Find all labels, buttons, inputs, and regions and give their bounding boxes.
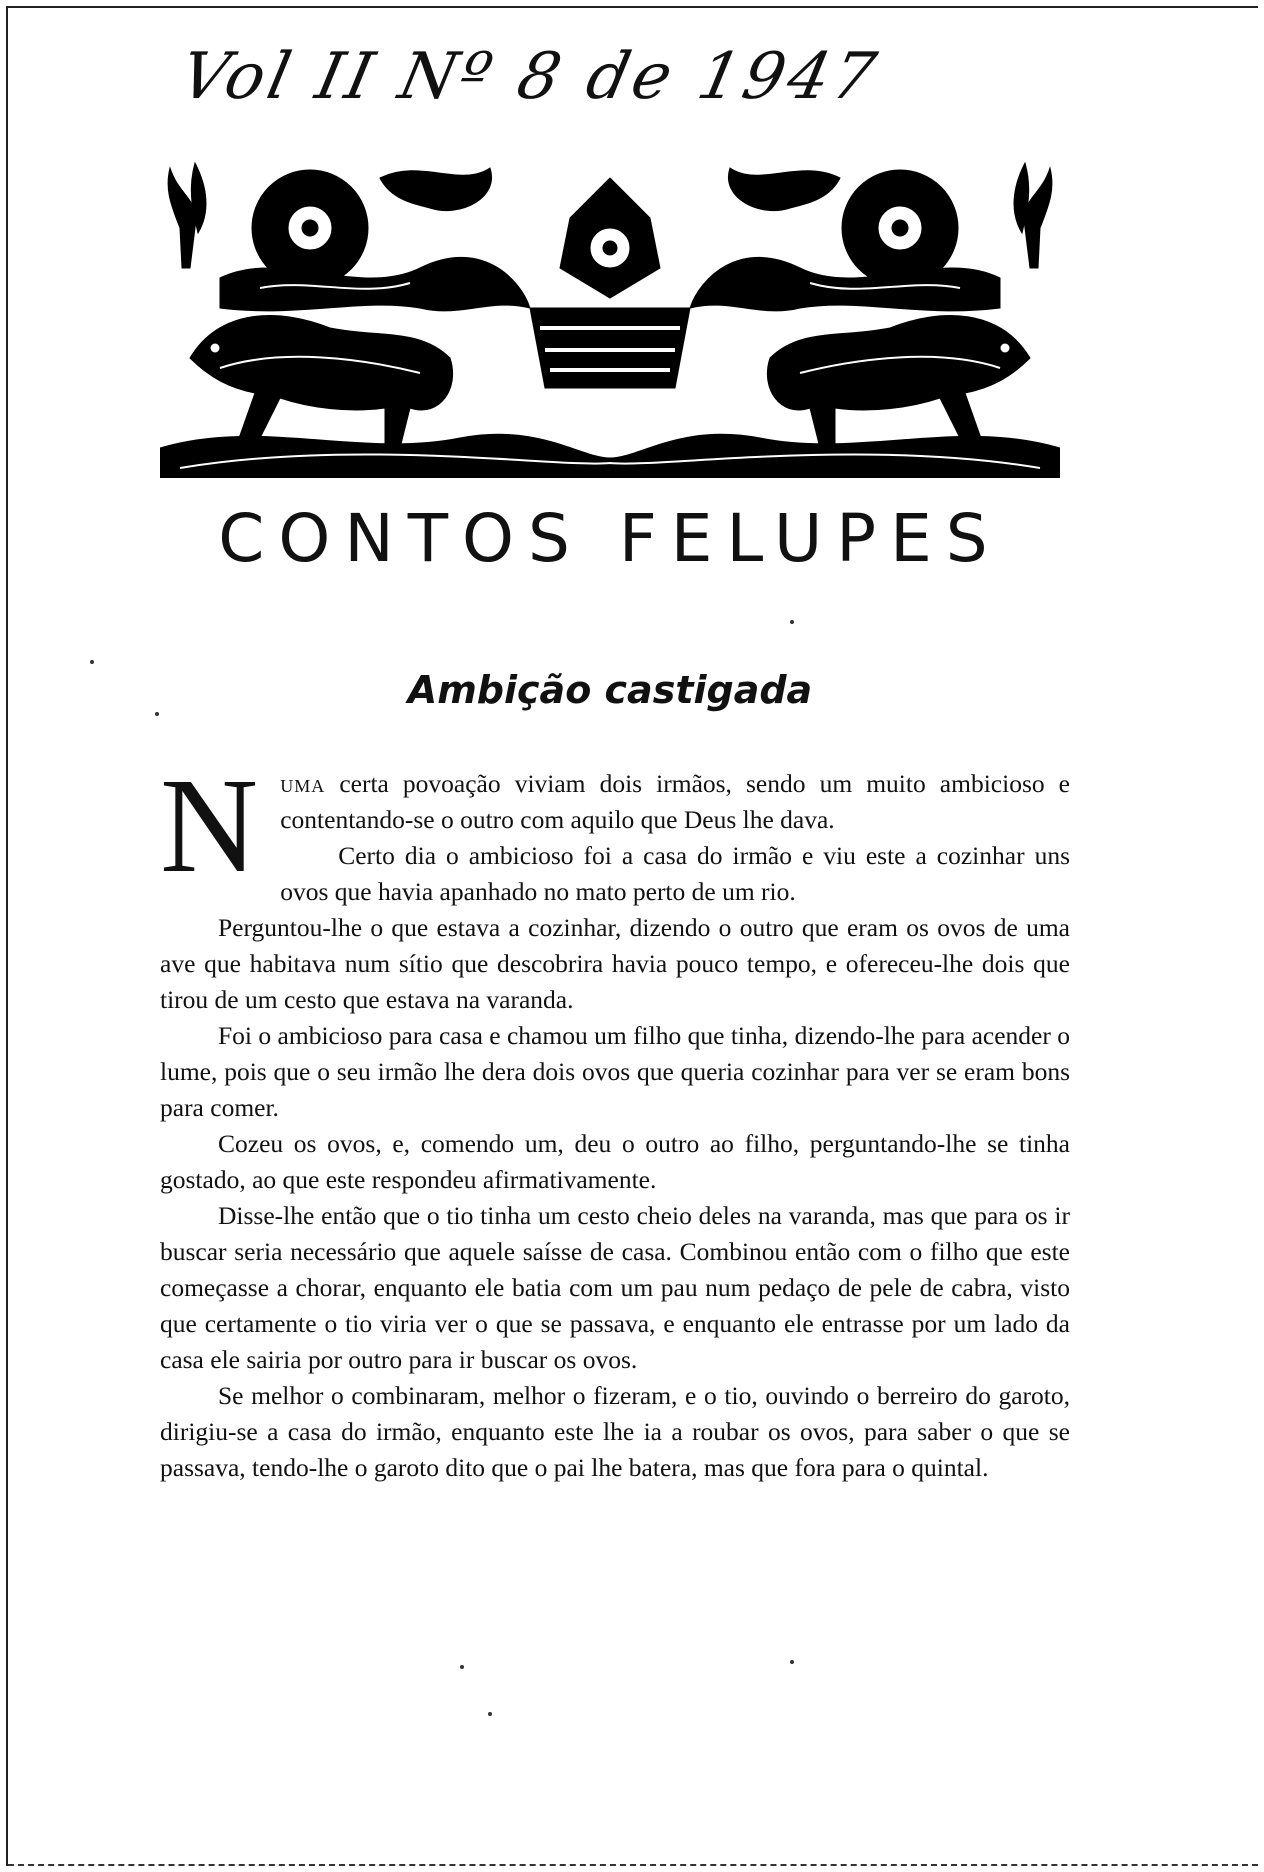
first-word-rest: uma (280, 769, 326, 798)
story-paragraph: Perguntou-lhe o que estava a cozinhar, dizendo o outro que eram os ovos de uma ave que habitava num sítio que descobrira havia pouco tempo, e ofereceu-lhe dois que tirou de um cesto que estava na varanda. (160, 913, 1070, 1014)
story-paragraph: Foi o ambicioso para casa e chamou um filho que tinha, dizendo-lhe para acender o lume, pois que o seu irmão lhe dera dois ovos que queria cozinhar para ver se eram bons para comer. (160, 1021, 1070, 1122)
page-title: CONTOS FELUPES (218, 500, 1002, 577)
scan-speck (155, 712, 159, 716)
drop-cap: N (160, 751, 259, 901)
handwritten-note: Vol II Nº 8 de 1947 (173, 40, 886, 114)
story-paragraph: Cozeu os ovos, e, comendo um, deu o outro ao filho, perguntando-lhe se tinha gostado, ao que este respondeu afirmativamente. (160, 1129, 1070, 1194)
story-paragraph: Se melhor o combinaram, melhor o fizeram, e o tio, ouvindo o berreiro do garoto, dirigiu-se a casa do irmão, enquanto este lhe ia a roubar os ovos, para saber o que se passava, tendo-lhe o garoto dito que o pai lhe batera, mas que fora para o quintal. (160, 1381, 1070, 1482)
story-paragraph: Disse-lhe então que o tio tinha um cesto cheio deles na varanda, mas que para os ir buscar seria necessário que aquele saísse de casa. Combinou então com o filho que este começasse a chorar, enquanto ele batia com um pau num pedaço de pele de cabra, visto que certamente o tio viria ver o que se passava, e enquanto ele entrasse por um lado da casa ele sairia por outro para ir buscar os ovos. (160, 1201, 1070, 1374)
scan-speck (790, 1660, 794, 1664)
scan-speck (790, 620, 794, 624)
scan-speck (90, 660, 94, 664)
story-subtitle: Ambição castigada (407, 668, 813, 712)
story-body (160, 751, 1071, 1486)
scan-speck (460, 1665, 464, 1669)
scan-speck (488, 1712, 492, 1716)
paragraph-text: certa povoação viviam dois irmãos, sendo um muito ambicioso e contentando-se o outro com aquilo que Deus lhe dava. (280, 769, 1071, 834)
floral-ornament-with-animals-icon (160, 158, 1060, 478)
story-paragraph: Certo dia o ambicioso foi a casa do irmão e viu este a cozinhar uns ovos que havia apanhado no mato perto de um rio. (280, 841, 1070, 906)
